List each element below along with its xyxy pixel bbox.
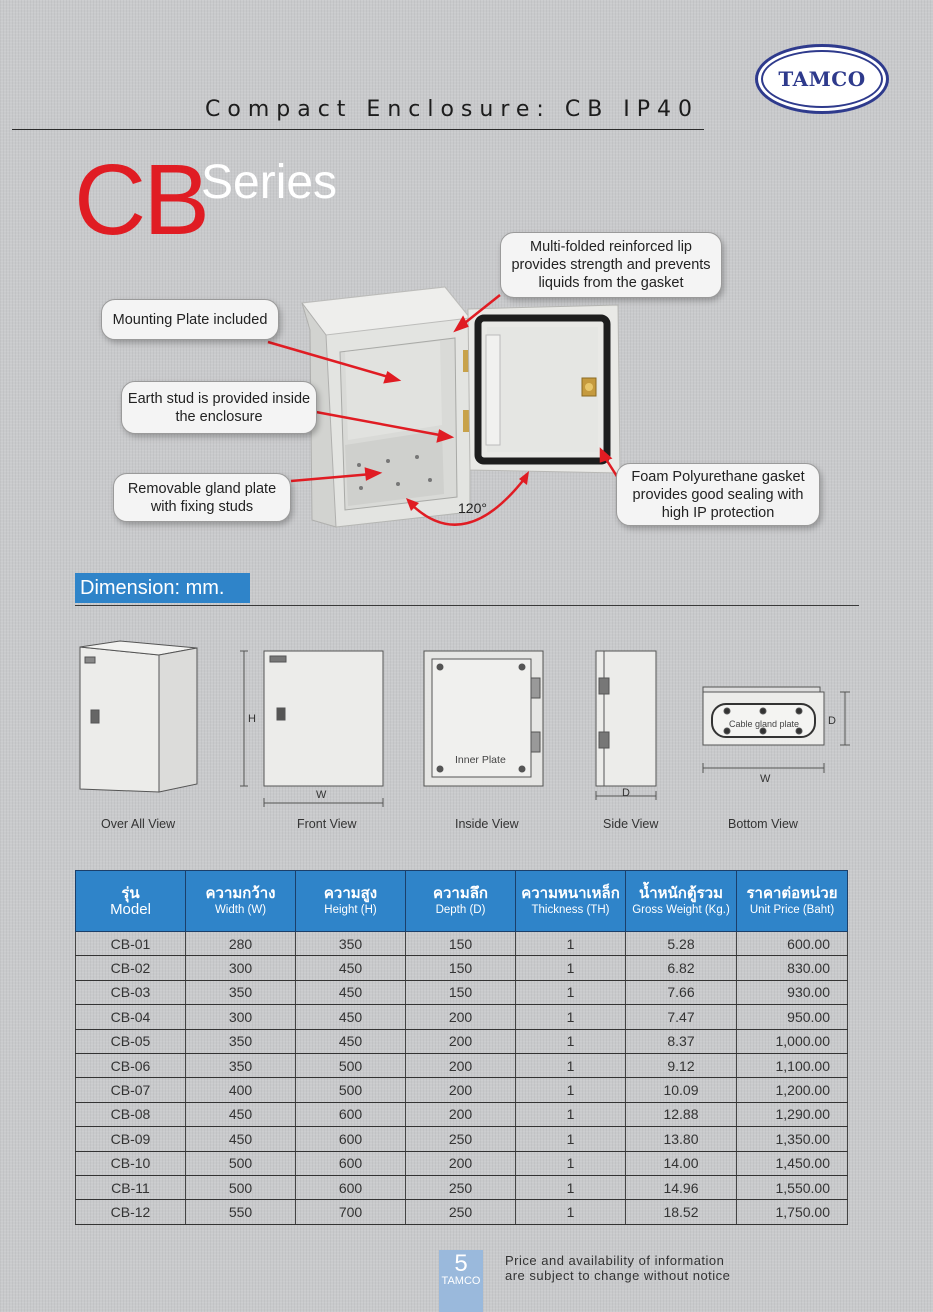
inside-view-label: Inside View — [455, 817, 519, 831]
cell-depth: 250 — [406, 1200, 516, 1224]
callout-foam-line1: Foam Polyurethane gasket — [631, 468, 805, 485]
cell-width: 280 — [186, 932, 296, 956]
cell-height: 450 — [296, 1029, 406, 1053]
cell-depth: 200 — [406, 1005, 516, 1029]
cell-height: 600 — [296, 1102, 406, 1126]
table-row — [76, 1029, 848, 1053]
table-row — [76, 1053, 848, 1077]
cell-model: CB-01 — [76, 932, 186, 956]
callout-lip — [500, 232, 722, 298]
callout-gland-line1: Removable gland plate — [127, 480, 277, 497]
cell-price: 600.00 — [737, 932, 848, 956]
cell-price: 930.00 — [737, 980, 848, 1004]
table-row — [76, 956, 848, 980]
cell-width: 500 — [186, 1151, 296, 1175]
cell-weight: 10.09 — [626, 1078, 737, 1102]
cell-width: 350 — [186, 980, 296, 1004]
callout-foam-line2: provides good sealing with — [632, 486, 804, 503]
cell-height: 600 — [296, 1175, 406, 1199]
cell-depth: 200 — [406, 1151, 516, 1175]
cell-width: 550 — [186, 1200, 296, 1224]
footer-note-line2: are subject to change without notice — [505, 1268, 731, 1283]
cell-model: CB-06 — [76, 1053, 186, 1077]
spec-table — [75, 870, 848, 1225]
table-row — [76, 1175, 848, 1199]
cell-height: 450 — [296, 1005, 406, 1029]
cell-thickness: 1 — [516, 1175, 626, 1199]
cell-price: 1,350.00 — [737, 1127, 848, 1151]
cell-model: CB-04 — [76, 1005, 186, 1029]
side-view-drawing — [596, 651, 656, 800]
cell-width: 350 — [186, 1029, 296, 1053]
cell-depth: 200 — [406, 1078, 516, 1102]
cell-model: CB-12 — [76, 1200, 186, 1224]
cell-thickness: 1 — [516, 980, 626, 1004]
cell-model: CB-07 — [76, 1078, 186, 1102]
cell-weight: 8.37 — [626, 1029, 737, 1053]
cell-price: 1,200.00 — [737, 1078, 848, 1102]
callout-earth-line2: the enclosure — [175, 408, 263, 425]
cell-width: 300 — [186, 1005, 296, 1029]
cell-width: 450 — [186, 1102, 296, 1126]
cell-depth: 200 — [406, 1053, 516, 1077]
cell-depth: 150 — [406, 956, 516, 980]
cell-height: 450 — [296, 980, 406, 1004]
cell-thickness: 1 — [516, 1127, 626, 1151]
table-row — [76, 1102, 848, 1126]
cell-height: 600 — [296, 1151, 406, 1175]
footer-note-line1: Price and availability of information — [505, 1253, 725, 1268]
cell-thickness: 1 — [516, 1005, 626, 1029]
door-angle-label: 120° — [458, 500, 487, 516]
footer-brand: TAMCO — [441, 1275, 481, 1287]
callout-earth-line1: Earth stud is provided inside — [127, 390, 311, 407]
cell-height: 500 — [296, 1053, 406, 1077]
gland-plate-label: Cable gland plate — [729, 719, 800, 729]
cell-price: 1,750.00 — [737, 1200, 848, 1224]
series-word: Series — [201, 156, 338, 209]
front-width-label: W — [316, 789, 327, 801]
cell-price: 1,000.00 — [737, 1029, 848, 1053]
cell-weight: 12.88 — [626, 1102, 737, 1126]
cell-thickness: 1 — [516, 932, 626, 956]
inner-plate-label: Inner Plate — [455, 754, 506, 766]
cell-model: CB-08 — [76, 1102, 186, 1126]
cell-thickness: 1 — [516, 1029, 626, 1053]
callout-mounting-text: Mounting Plate included — [112, 311, 268, 328]
cell-thickness: 1 — [516, 1200, 626, 1224]
table-body — [76, 932, 848, 1225]
cell-thickness: 1 — [516, 1151, 626, 1175]
cell-width: 350 — [186, 1053, 296, 1077]
side-view-label: Side View — [603, 817, 659, 831]
logo-text: TAMCO — [778, 67, 866, 91]
cell-model: CB-10 — [76, 1151, 186, 1175]
cell-depth: 150 — [406, 980, 516, 1004]
dimension-drawings — [0, 620, 933, 810]
cell-depth: 200 — [406, 1102, 516, 1126]
table-row — [76, 980, 848, 1004]
col-header-depth: ความลึก Depth (D) — [406, 871, 516, 932]
page-number: 5 — [454, 1250, 468, 1277]
table-row — [76, 1151, 848, 1175]
cell-width: 300 — [186, 956, 296, 980]
cell-width: 500 — [186, 1175, 296, 1199]
cell-height: 500 — [296, 1078, 406, 1102]
cell-depth: 250 — [406, 1175, 516, 1199]
cell-weight: 5.28 — [626, 932, 737, 956]
col-header-thickness: ความหนาเหล็ก Thickness (TH) — [516, 871, 626, 932]
cell-width: 450 — [186, 1127, 296, 1151]
cell-thickness: 1 — [516, 1102, 626, 1126]
callout-gland-plate — [113, 473, 291, 522]
cell-model: CB-05 — [76, 1029, 186, 1053]
cell-model: CB-02 — [76, 956, 186, 980]
cell-weight: 7.66 — [626, 980, 737, 1004]
cell-weight: 14.00 — [626, 1151, 737, 1175]
callout-gland-line2: with fixing studs — [150, 498, 254, 515]
bottom-width-label: W — [760, 773, 771, 785]
col-header-price: ราคาต่อหน่วย Unit Price (Baht) — [737, 871, 848, 932]
table-row — [76, 1127, 848, 1151]
cell-weight: 18.52 — [626, 1200, 737, 1224]
overall-view-label: Over All View — [101, 817, 176, 831]
cell-model: CB-03 — [76, 980, 186, 1004]
cell-height: 600 — [296, 1127, 406, 1151]
table-row — [76, 932, 848, 956]
footer-disclaimer — [505, 1253, 730, 1283]
col-header-width: ความกว้าง Width (W) — [186, 871, 296, 932]
front-view-drawing — [240, 651, 383, 807]
cell-weight: 9.12 — [626, 1053, 737, 1077]
callout-foam-line3: high IP protection — [661, 504, 775, 521]
callout-lip-line1: Multi-folded reinforced lip — [530, 239, 692, 255]
cell-model: CB-09 — [76, 1127, 186, 1151]
bottom-depth-label: D — [828, 715, 836, 727]
cell-price: 1,550.00 — [737, 1175, 848, 1199]
cell-thickness: 1 — [516, 956, 626, 980]
dimension-divider — [75, 605, 859, 606]
series-code: CB — [74, 144, 207, 256]
callout-earth-stud — [121, 381, 317, 434]
cell-price: 1,290.00 — [737, 1102, 848, 1126]
front-height-label: H — [248, 713, 256, 725]
page-title: Compact Enclosure: CB IP40 — [205, 97, 700, 122]
bottom-view-drawing — [703, 687, 850, 773]
table-row — [76, 1200, 848, 1224]
callout-mounting-plate — [101, 299, 279, 340]
cell-thickness: 1 — [516, 1078, 626, 1102]
cell-model: CB-11 — [76, 1175, 186, 1199]
callout-lip-line3: liquids from the gasket — [538, 275, 684, 291]
side-depth-label: D — [622, 787, 630, 799]
cell-height: 700 — [296, 1200, 406, 1224]
cell-height: 350 — [296, 932, 406, 956]
cell-height: 450 — [296, 956, 406, 980]
cell-weight: 13.80 — [626, 1127, 737, 1151]
col-header-weight: น้ำหนักตู้รวม Gross Weight (Kg.) — [626, 871, 737, 932]
cell-width: 400 — [186, 1078, 296, 1102]
callout-lip-line2: provides strength and prevents — [511, 257, 711, 273]
cell-price: 830.00 — [737, 956, 848, 980]
cell-weight: 7.47 — [626, 1005, 737, 1029]
cell-depth: 200 — [406, 1029, 516, 1053]
col-header-model: รุ่น Model — [76, 871, 186, 932]
cell-weight: 14.96 — [626, 1175, 737, 1199]
cell-price: 1,100.00 — [737, 1053, 848, 1077]
table-header-row — [76, 871, 848, 932]
cell-depth: 150 — [406, 932, 516, 956]
dimension-heading: Dimension: mm. — [75, 573, 250, 603]
table-row — [76, 1078, 848, 1102]
bottom-view-label: Bottom View — [728, 817, 798, 831]
cell-depth: 250 — [406, 1127, 516, 1151]
callout-foam-gasket — [616, 463, 820, 526]
cell-price: 1,450.00 — [737, 1151, 848, 1175]
table-row — [76, 1005, 848, 1029]
cell-thickness: 1 — [516, 1053, 626, 1077]
overall-view-drawing — [80, 641, 197, 792]
front-view-label: Front View — [297, 817, 357, 831]
cell-weight: 6.82 — [626, 956, 737, 980]
col-header-height: ความสูง Height (H) — [296, 871, 406, 932]
cell-price: 950.00 — [737, 1005, 848, 1029]
